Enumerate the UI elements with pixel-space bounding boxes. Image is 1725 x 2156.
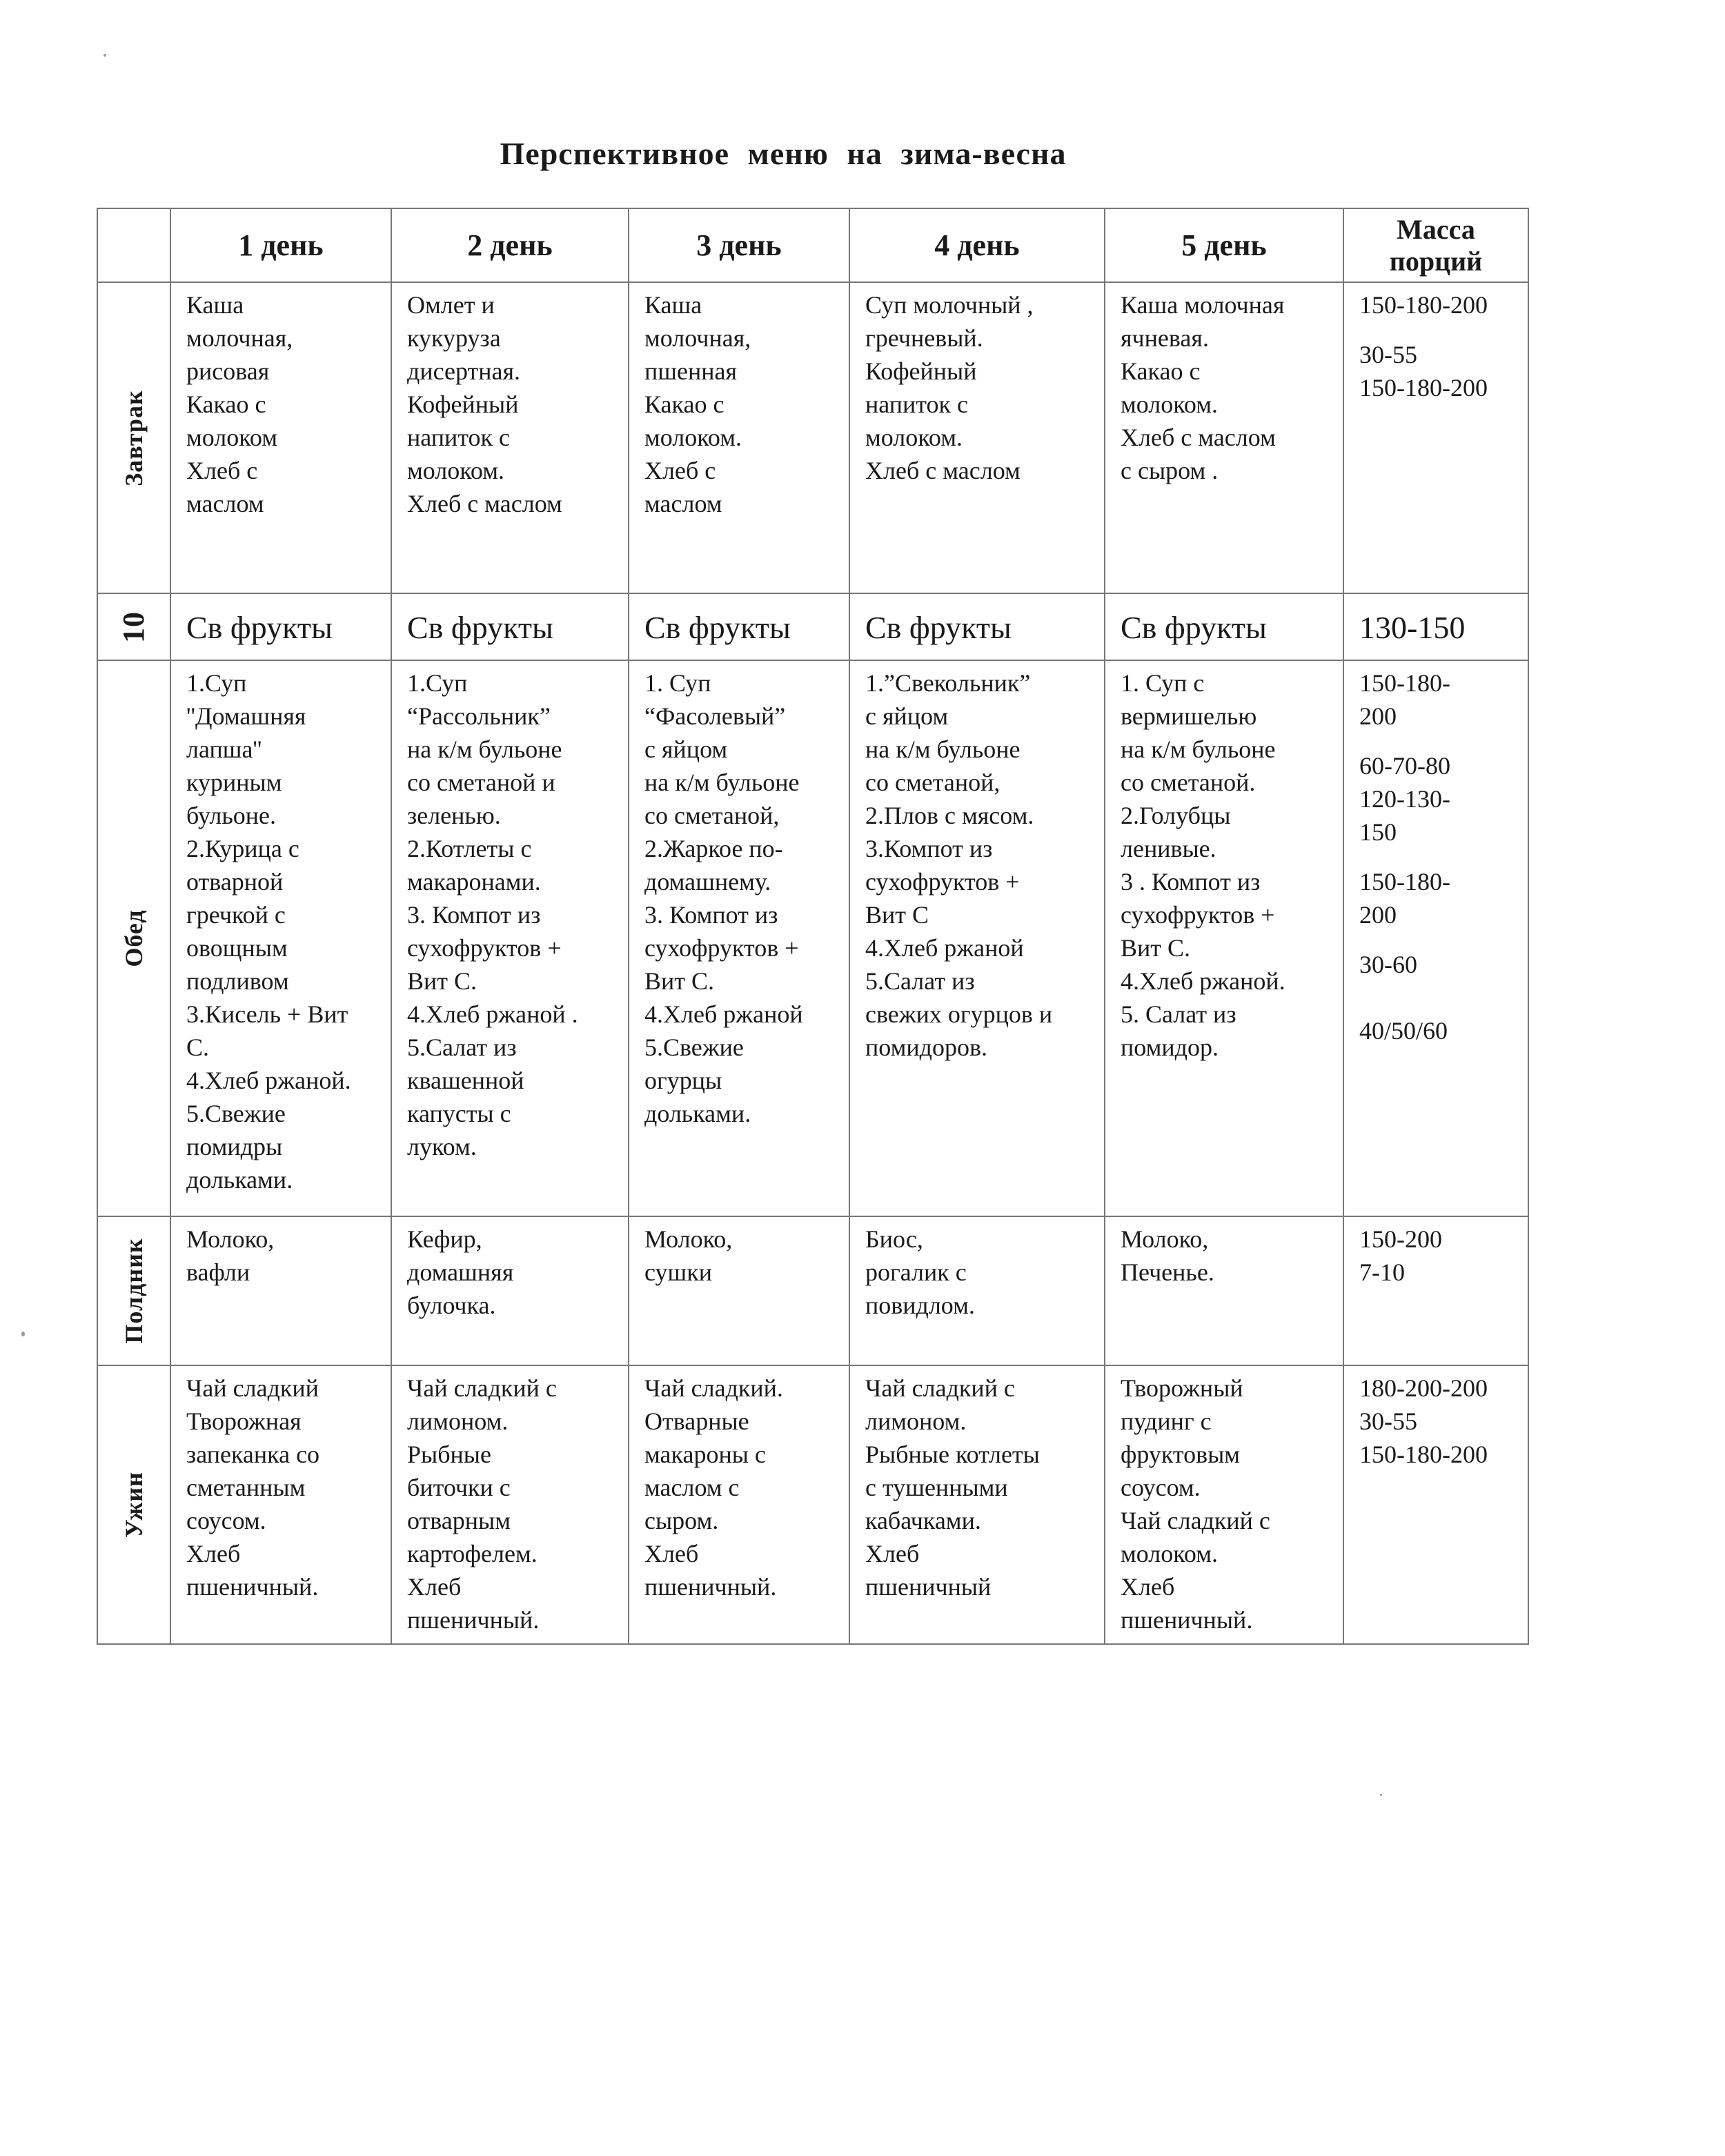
dish-cell — [849, 1216, 1105, 1365]
dish-line: капусты с — [407, 1100, 511, 1127]
dish-line: 4.Хлеб ржаной. — [186, 1067, 351, 1094]
dish-cell — [170, 282, 391, 593]
dish-line: 5. Салат из — [1121, 1000, 1236, 1028]
dish-line: макароны с — [644, 1441, 766, 1468]
dish-line: 3 . Компот из — [1121, 868, 1261, 896]
dish-line: Какао с — [1121, 357, 1201, 385]
dish-line: Хлеб с маслом — [1121, 424, 1276, 451]
dish-line: 3. Компот из — [644, 901, 778, 929]
dish-line: огурцы — [644, 1067, 722, 1094]
mass-value: 40/50/60 — [1359, 1017, 1448, 1045]
dish-cell — [170, 1216, 391, 1365]
dish-line: квашенной — [407, 1067, 524, 1094]
dish-line: кукуруза — [407, 324, 501, 352]
meal-name: Обед — [120, 909, 148, 967]
dish-line: куриным — [186, 769, 282, 796]
dish-line: кабачками. — [865, 1507, 981, 1534]
mass-value: 200 — [1359, 901, 1397, 929]
mass-header: Масса порций — [1343, 208, 1528, 282]
dish-cell — [1105, 1216, 1343, 1365]
dish-line: лимоном. — [407, 1407, 509, 1435]
dish-line: дольками. — [644, 1100, 751, 1127]
dish-line: со сметаной и — [407, 769, 555, 796]
meal-name: 10 — [117, 611, 150, 643]
dish-line: ''Домашняя — [186, 702, 306, 730]
dish-line: с тушенными — [865, 1474, 1008, 1501]
mass-value: 120-130- — [1359, 785, 1450, 813]
mass-spacer — [1359, 733, 1518, 749]
dish-line: биточки с — [407, 1474, 511, 1501]
dish-line: 5.Салат из — [407, 1034, 517, 1061]
dish-line: Св фрукты — [186, 609, 333, 645]
dish-line: 3. Компот из — [407, 901, 541, 929]
header-row — [97, 208, 1528, 282]
dish-line: свежих огурцов и — [865, 1000, 1053, 1028]
meal-name: Ужин — [120, 1472, 148, 1538]
dish-cell — [1105, 593, 1343, 660]
dish-line: Чай сладкий. — [644, 1374, 783, 1402]
dish-line: Кефир, — [407, 1225, 482, 1253]
dish-line: Творожная — [186, 1407, 302, 1435]
portion-mass-cell — [1343, 1216, 1528, 1365]
dish-line: Хлеб с — [644, 457, 716, 484]
dish-cell — [629, 1365, 849, 1644]
dish-line: Хлеб — [1121, 1573, 1175, 1601]
dish-line: молоком — [186, 424, 278, 451]
dish-cell — [1105, 282, 1343, 593]
dish-line: напиток с — [865, 390, 969, 418]
dish-line: 4.Хлеб ржаной — [644, 1000, 803, 1028]
dish-line: Хлеб — [407, 1573, 462, 1601]
meal-name-cell — [97, 1216, 170, 1365]
dish-line: Молоко, — [644, 1225, 733, 1253]
dish-line: 3.Кисель + Вит — [186, 1000, 348, 1028]
dish-line: со сметаной, — [644, 802, 780, 829]
dish-line: сыром. — [644, 1507, 719, 1534]
dish-line: Св фрукты — [1121, 609, 1267, 645]
dish-line: сухофруктов + — [407, 934, 562, 962]
dish-line: Вит С. — [407, 967, 477, 995]
dish-line: рогалик с — [865, 1258, 967, 1286]
dish-line: ячневая. — [1121, 324, 1209, 352]
dish-line: с яйцом — [865, 702, 949, 730]
lunch-row — [97, 660, 1528, 1216]
dish-line: дисертная. — [407, 357, 521, 385]
portion-mass-cell — [1343, 282, 1528, 593]
dish-line: молоком. — [865, 424, 963, 451]
snack-10-row — [97, 593, 1528, 660]
dish-line: 4.Хлеб ржаной . — [407, 1000, 578, 1028]
dish-line: “Рассольник” — [407, 702, 551, 730]
meal-name: Полдник — [120, 1238, 148, 1344]
dish-line: пшеничный — [865, 1573, 992, 1601]
dish-cell — [1105, 1365, 1343, 1644]
dish-line: отварной — [186, 868, 284, 896]
dish-line: зеленью. — [407, 802, 501, 829]
dish-line: овощным — [186, 934, 288, 962]
mass-value: 30-60 — [1359, 951, 1417, 978]
dish-line: 4.Хлеб ржаной — [865, 934, 1024, 962]
dish-line: помидоров. — [865, 1034, 987, 1061]
dish-line: 5.Салат из — [865, 967, 975, 995]
dish-line: Отварные — [644, 1407, 749, 1435]
dish-line: молоком. — [644, 424, 742, 451]
dish-line: 1. Суп — [644, 669, 711, 697]
dish-line: дольками. — [186, 1166, 293, 1194]
dish-line: со сметаной, — [865, 769, 1000, 796]
dish-line: напиток с — [407, 424, 511, 451]
dish-line: гречкой с — [186, 901, 286, 929]
dish-line: 2.Котлеты с — [407, 835, 532, 862]
mass-spacer — [1359, 322, 1518, 338]
dish-line: пшеничный. — [407, 1606, 540, 1634]
mass-value: 150-180-200 — [1359, 1441, 1488, 1468]
dish-cell — [849, 660, 1105, 1216]
dish-line: Вит С. — [1121, 934, 1191, 962]
dish-line: Вит С. — [644, 967, 715, 995]
dish-line: отварным — [407, 1507, 511, 1534]
mass-spacer — [1359, 931, 1518, 948]
dish-line: маслом с — [644, 1474, 740, 1501]
mass-value: 7-10 — [1359, 1258, 1405, 1286]
mass-spacer — [1359, 998, 1518, 1014]
dish-line: сухофруктов + — [644, 934, 799, 962]
dish-line: вермишелью — [1121, 702, 1257, 730]
dish-line: пшенная — [644, 357, 738, 385]
dish-line: сметанным — [186, 1474, 306, 1501]
dish-line: сухофруктов + — [865, 868, 1020, 896]
mass-value: 30-55 — [1359, 341, 1417, 368]
dish-line: маслом — [644, 490, 722, 517]
dish-line: Омлет и — [407, 291, 495, 319]
dish-line: с яйцом — [644, 735, 728, 763]
mass-value: 150-200 — [1359, 1225, 1442, 1253]
dish-line: лимоном. — [865, 1407, 967, 1435]
dish-line: пшеничный. — [186, 1573, 319, 1601]
mass-value: 150-180-200 — [1359, 291, 1488, 319]
dish-line: 5.Свежие — [186, 1100, 286, 1127]
meal-name-cell — [97, 593, 170, 660]
dish-line: молоком. — [407, 457, 505, 484]
dish-line: Чай сладкий — [186, 1374, 319, 1402]
meal-name: Завтрак — [120, 389, 148, 486]
dish-line: Хлеб с маслом — [865, 457, 1021, 484]
dish-line: молочная, — [644, 324, 751, 352]
dinner-row — [97, 1365, 1528, 1644]
dish-line: Вит С — [865, 901, 929, 929]
scan-speck — [103, 54, 106, 57]
dish-line: 1.Суп — [186, 669, 247, 697]
mass-value: 60-70-80 — [1359, 752, 1450, 780]
dish-line: пудинг с — [1121, 1407, 1212, 1435]
dish-line: Каша — [644, 291, 702, 319]
dish-line: с сыром . — [1121, 457, 1219, 484]
dish-line: вафли — [186, 1258, 250, 1286]
meal-name-cell — [97, 282, 170, 593]
dish-line: 4.Хлеб ржаной. — [1121, 967, 1285, 995]
dish-line: Рыбные котлеты — [865, 1441, 1040, 1468]
dish-line: Какао с — [644, 390, 724, 418]
dish-line: 1.”Свекольник” — [865, 669, 1031, 697]
dish-cell — [391, 282, 629, 593]
dish-line: рисовая — [186, 357, 270, 385]
dish-line: С. — [186, 1034, 210, 1061]
dish-line: 1.Суп — [407, 669, 468, 697]
dish-line: Молоко, — [186, 1225, 275, 1253]
dish-cell — [170, 1365, 391, 1644]
dish-line: Суп молочный , — [865, 291, 1034, 319]
dish-line: домашнему. — [644, 868, 771, 896]
dish-line: домашняя — [407, 1258, 514, 1286]
dish-line: Чай сладкий с — [407, 1374, 557, 1402]
dish-line: Хлеб с — [186, 457, 258, 484]
mass-spacer — [1359, 849, 1518, 865]
dish-line: запеканка со — [186, 1441, 320, 1468]
page-title: Перспективное меню на зима-весна — [500, 136, 1067, 171]
dish-cell — [170, 593, 391, 660]
dish-line: Рыбные — [407, 1441, 491, 1468]
dish-line: 1. Суп с — [1121, 669, 1205, 697]
dish-line: Чай сладкий с — [1121, 1507, 1270, 1534]
dish-line: молоком. — [1121, 1540, 1219, 1567]
portion-mass-cell — [1343, 593, 1528, 660]
dish-line: 2.Жаркое по- — [644, 835, 783, 862]
dish-line: маслом — [186, 490, 264, 517]
portion-mass-cell — [1343, 660, 1528, 1216]
dish-line: Какао с — [186, 390, 266, 418]
dish-line: сушки — [644, 1258, 712, 1286]
mass-value: 150 — [1359, 818, 1397, 846]
mass-value: 200 — [1359, 702, 1397, 730]
mass-value: 150-180-200 — [1359, 374, 1488, 402]
dish-cell — [170, 660, 391, 1216]
dish-cell — [629, 282, 849, 593]
dish-line: соусом. — [186, 1507, 266, 1534]
dish-line: сухофруктов + — [1121, 901, 1275, 929]
dish-line: на к/м бульоне — [407, 735, 562, 763]
dish-line: гречневый. — [865, 324, 983, 352]
scan-speck — [21, 1332, 25, 1336]
dish-line: 3.Компот из — [865, 835, 993, 862]
dish-cell — [849, 1365, 1105, 1644]
dish-line: Кофейный — [865, 357, 977, 385]
dish-line: Св фрукты — [865, 609, 1012, 645]
dish-cell — [391, 660, 629, 1216]
dish-cell — [391, 593, 629, 660]
dish-line: луком. — [407, 1133, 477, 1160]
dish-cell — [629, 593, 849, 660]
dish-cell — [849, 593, 1105, 660]
dish-line: Печенье. — [1121, 1258, 1214, 1286]
dish-line: пшеничный. — [1121, 1606, 1253, 1634]
portion-mass-cell — [1343, 1365, 1528, 1644]
day-header: 3 день — [629, 208, 849, 282]
day-header: 4 день — [849, 208, 1105, 282]
dish-line: Хлеб с маслом — [407, 490, 562, 517]
dish-line: булочка. — [407, 1292, 496, 1319]
dish-line: пшеничный. — [644, 1573, 777, 1601]
mass-value: 30-55 — [1359, 1407, 1417, 1435]
day-header: 1 день — [170, 208, 391, 282]
dish-line: Кофейный — [407, 390, 519, 418]
dish-line: “Фасолевый” — [644, 702, 786, 730]
dish-line: Каша — [186, 291, 244, 319]
dish-line: молоком. — [1121, 390, 1219, 418]
dish-line: Хлеб — [186, 1540, 241, 1567]
dish-line: Чай сладкий с — [865, 1374, 1015, 1402]
dish-line: лапша'' — [186, 735, 262, 763]
corner-cell — [97, 208, 170, 282]
dish-line: Биос, — [865, 1225, 923, 1253]
dish-line: Хлеб — [644, 1540, 699, 1567]
dish-line: 5.Свежие — [644, 1034, 744, 1061]
dish-line: повидлом. — [865, 1292, 975, 1319]
mass-value: 150-180- — [1359, 868, 1450, 896]
dish-line: Каша молочная — [1121, 291, 1285, 319]
dish-line: Св фрукты — [407, 609, 553, 645]
mass-value: 150-180- — [1359, 669, 1450, 697]
dish-cell — [1105, 660, 1343, 1216]
meal-name-cell — [97, 1365, 170, 1644]
breakfast-row — [97, 282, 1528, 593]
dish-line: ленивые. — [1121, 835, 1216, 862]
mass-spacer — [1359, 981, 1518, 998]
dish-line: со сметаной. — [1121, 769, 1256, 796]
dish-line: соусом. — [1121, 1474, 1201, 1501]
dish-line: на к/м бульоне — [865, 735, 1021, 763]
dish-line: подливом — [186, 967, 289, 995]
dish-cell — [629, 1216, 849, 1365]
afternoon-snack-row — [97, 1216, 1528, 1365]
dish-line: макаронами. — [407, 868, 541, 896]
dish-line: 2.Курица с — [186, 835, 299, 862]
day-header: 5 день — [1105, 208, 1343, 282]
dish-line: помидор. — [1121, 1034, 1219, 1061]
dish-line: на к/м бульоне — [1121, 735, 1276, 763]
mass-value: 130-150 — [1359, 609, 1466, 645]
mass-value: 180-200-200 — [1359, 1374, 1488, 1402]
dish-cell — [629, 660, 849, 1216]
dish-line: Хлеб — [865, 1540, 920, 1567]
dish-line: молочная, — [186, 324, 293, 352]
dish-line: 2.Голубцы — [1121, 802, 1231, 829]
scan-speck — [1380, 1794, 1382, 1796]
dish-line: картофелем. — [407, 1540, 538, 1567]
dish-line: 2.Плов с мясом. — [865, 802, 1034, 829]
dish-line: на к/м бульоне — [644, 769, 800, 796]
dish-line: Молоко, — [1121, 1225, 1209, 1253]
menu-table — [97, 208, 1529, 1645]
dish-cell — [849, 282, 1105, 593]
day-header: 2 день — [391, 208, 629, 282]
dish-line: бульоне. — [186, 802, 276, 829]
dish-line: Св фрукты — [644, 609, 791, 645]
dish-line: фруктовым — [1121, 1441, 1241, 1468]
dish-cell — [391, 1216, 629, 1365]
meal-name-cell — [97, 660, 170, 1216]
dish-line: помидры — [186, 1133, 283, 1160]
dish-line: Творожный — [1121, 1374, 1243, 1402]
dish-cell — [391, 1365, 629, 1644]
